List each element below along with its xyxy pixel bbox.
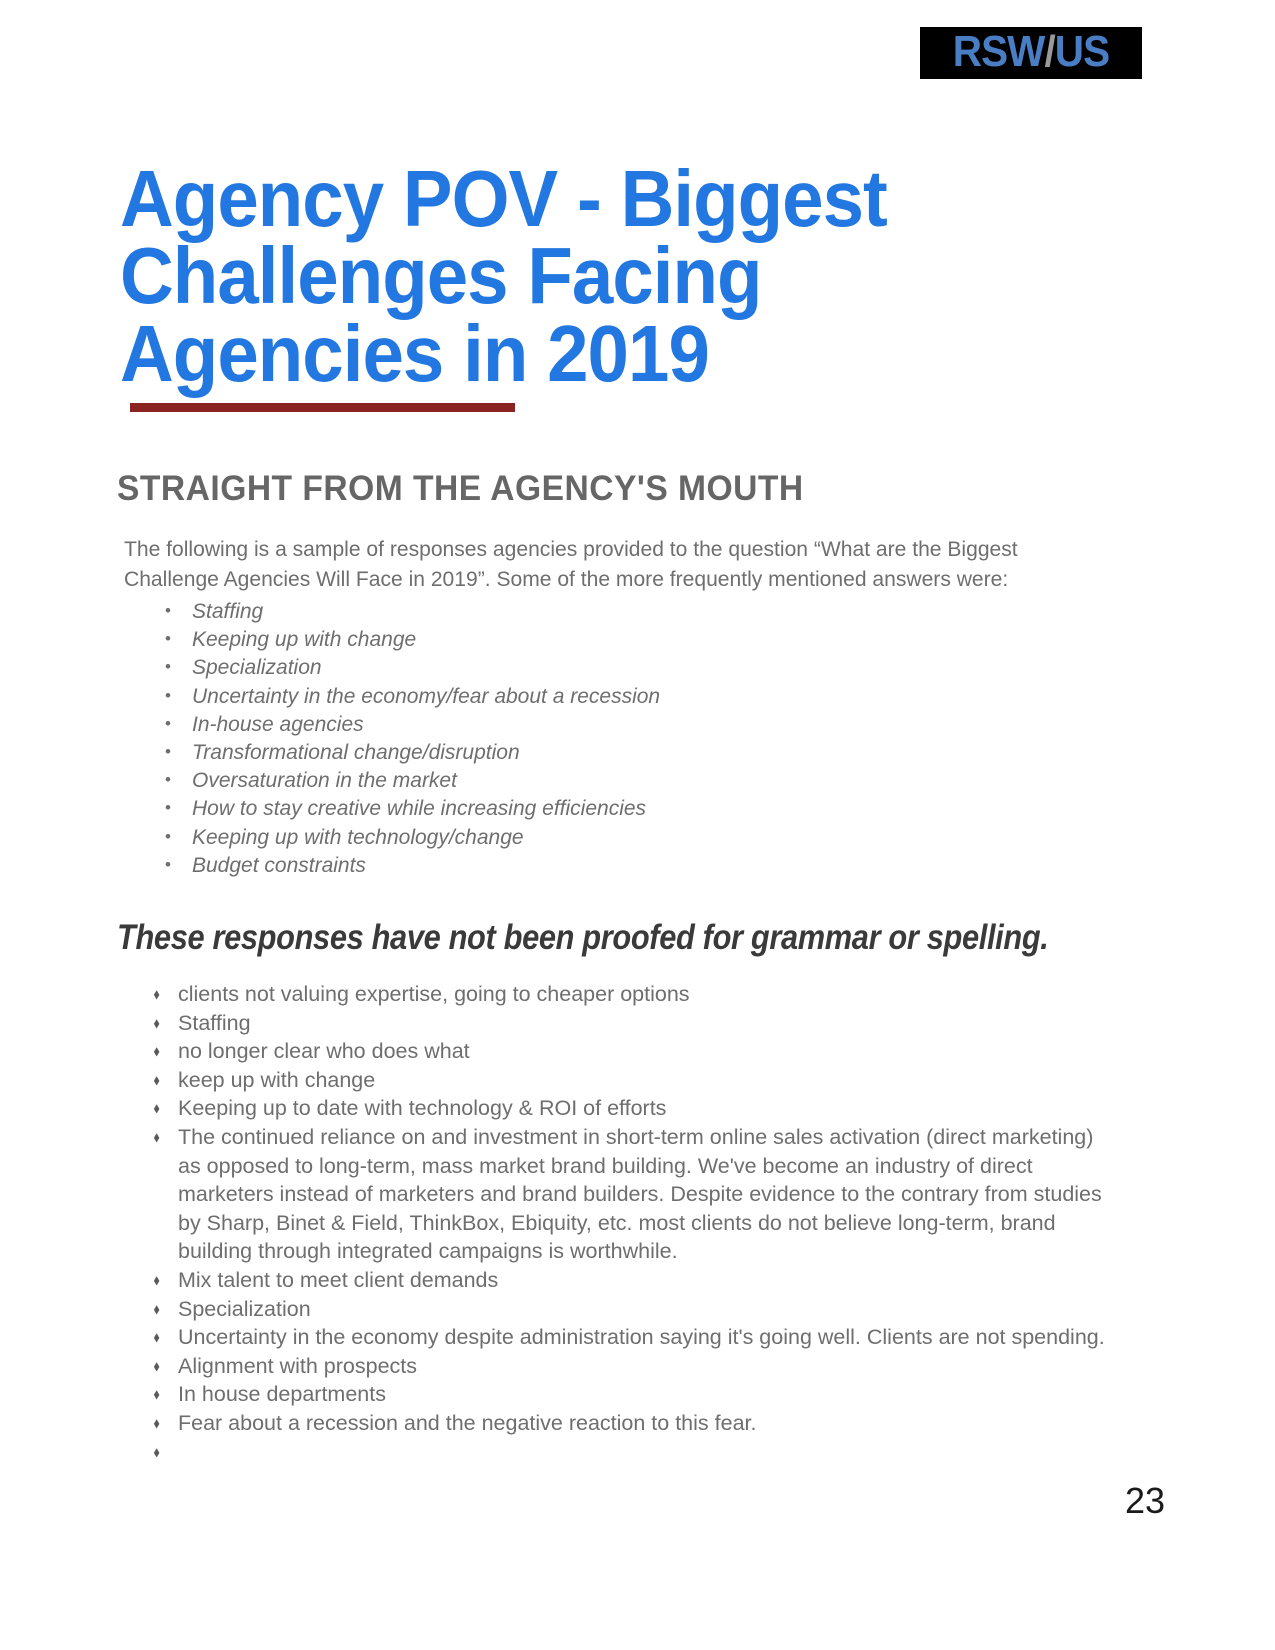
logo-wordmark — [952, 27, 1110, 77]
verbatim-responses-list — [148, 980, 1108, 1438]
list-item: ◆ Fear about a recession and the negative reaction to this fear. — [178, 1409, 1108, 1438]
list-item: ◆ In house departments — [178, 1380, 1108, 1409]
list-item: ◆ The continued reliance on and investment in short-term online sales activation (direct marketing) as opposed to long-term, mass market brand building. We've become an industry of direct marketers instead of marketers and brand builders. Despite evidence to the contrary from studies by Sharp, Binet & Field, ThinkBox, Ebiquity, etc. most clients do not believe long-term, brand building through integrated campaigns is worthwhile. — [178, 1123, 1108, 1266]
intro-paragraph: The following is a sample of responses agencies provided to the question “What are the Biggest Challenge Agencies Will Face in 2019”. Some of the more frequently mentioned answers were: — [124, 536, 1018, 592]
logo-slash-icon: / — [1044, 27, 1055, 77]
list-item: ◆ Mix talent to meet client demands — [178, 1266, 1108, 1295]
list-item: ◆ Alignment with prospects — [178, 1352, 1108, 1381]
list-item: ◆ no longer clear who does what — [178, 1037, 1108, 1066]
list-item: • Keeping up with change — [192, 626, 660, 654]
list-item: • Transformational change/disruption — [192, 739, 660, 767]
list-item: ◆ Uncertainty in the economy despite administration saying it's going well. Clients are not spending. — [178, 1323, 1108, 1352]
frequent-answers-list — [160, 598, 660, 880]
list-item: • Staffing — [192, 598, 660, 626]
proofing-disclaimer: These responses have not been proofed for grammar or spelling. — [117, 918, 1049, 957]
list-item: • In-house agencies — [192, 711, 660, 739]
page-subtitle: STRAIGHT FROM THE AGENCY'S MOUTH — [117, 469, 804, 509]
list-item: • Uncertainty in the economy/fear about a recession — [192, 683, 660, 711]
logo-us-text: US — [1054, 27, 1110, 77]
list-item: ◆ Keeping up to date with technology & ROI of efforts — [178, 1094, 1108, 1123]
list-item: • Keeping up with technology/change — [192, 824, 660, 852]
title-divider — [130, 403, 515, 412]
list-item: ◆ keep up with change — [178, 1066, 1108, 1095]
list-item: • Oversaturation in the market — [192, 767, 660, 795]
list-item: ◆ clients not valuing expertise, going to cheaper options — [178, 980, 1108, 1009]
list-item: • How to stay creative while increasing efficiencies — [192, 795, 660, 823]
page-title: Agency POV - Biggest Challenges Facing Agencies in 2019 — [120, 153, 887, 398]
page-number: 23 — [1124, 1480, 1165, 1521]
list-item: • Budget constraints — [192, 852, 660, 880]
logo-rsw-text: RSW — [952, 27, 1045, 77]
list-item: • Specialization — [192, 654, 660, 682]
rswus-logo — [920, 27, 1142, 79]
list-item: ◆ Specialization — [178, 1295, 1108, 1324]
list-item: ◆ Staffing — [178, 1009, 1108, 1038]
